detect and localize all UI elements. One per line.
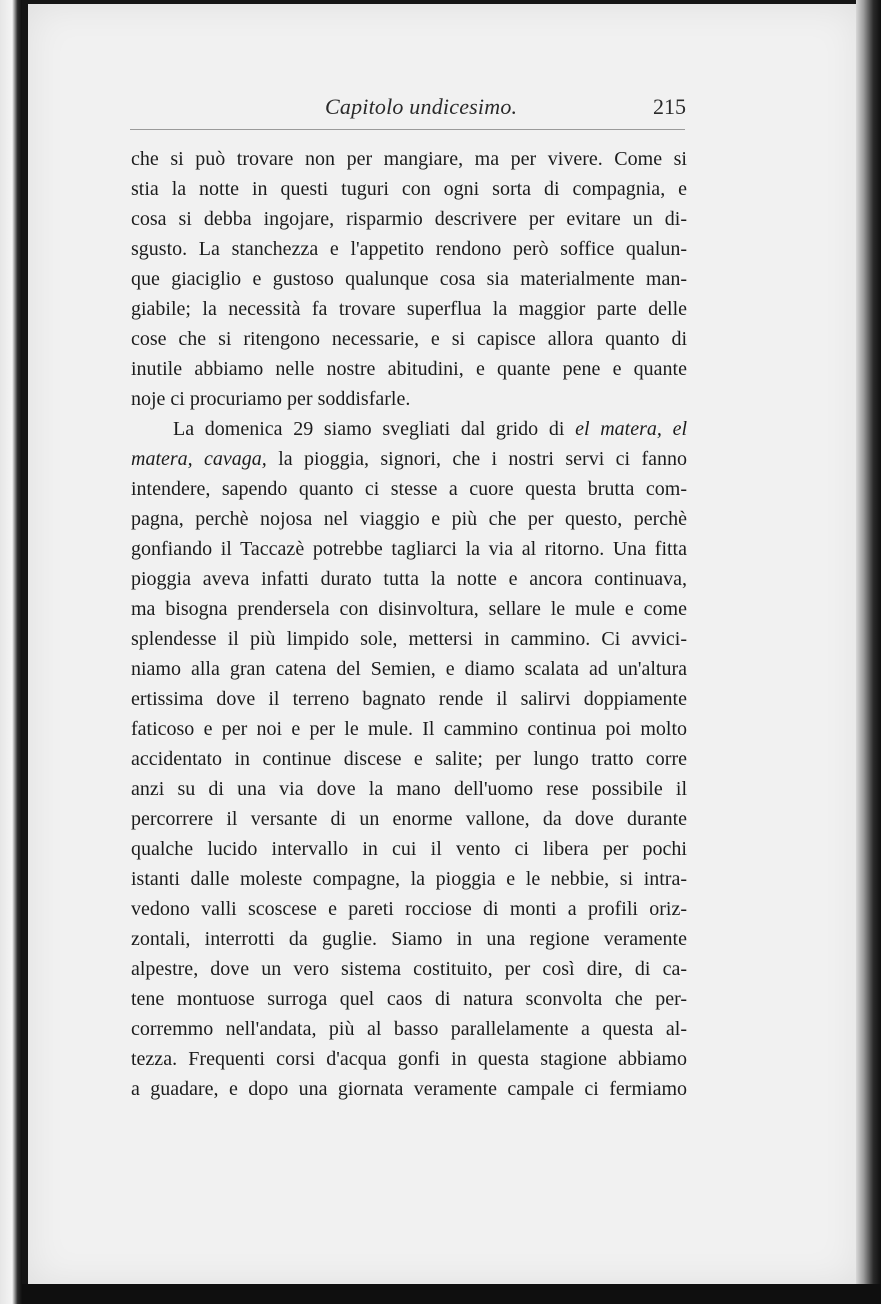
italic-quote: el matera, el — [575, 418, 687, 440]
paragraph-start-line — [131, 414, 687, 444]
running-title: Capitolo undicesimo. — [325, 94, 518, 119]
text-line: splendesse il più limpido sole, mettersi in cammino. Ci avvici- — [131, 628, 687, 650]
text-line: niamo alla gran catena del Semien, e diamo scalata ad un'altura — [131, 658, 687, 680]
text-line: que giaciglio e gustoso qualunque cosa sia materialmente man- — [131, 268, 687, 290]
text-line: anzi su di una via dove la mano dell'uomo rese possibile il — [131, 778, 687, 800]
text-line — [131, 444, 687, 474]
text-line: zontali, interrotti da guglie. Siamo in una regione veramente — [131, 928, 687, 950]
bottom-scan-edge — [22, 1284, 881, 1304]
text-run: la pioggia, signori, che i nostri servi ci fanno — [266, 448, 687, 470]
text-line: stia la notte in questi tuguri con ogni sorta di compagnia, e — [131, 178, 687, 200]
text-line: inutile abbiamo nelle nostre abitudini, e quante pene e quante — [131, 358, 687, 380]
text-line: faticoso e per noi e per le mule. Il cammino continua poi molto — [131, 718, 687, 740]
text-line: gonfiando il Taccazè potrebbe tagliarci la via al ritorno. Una fitta — [131, 538, 687, 560]
text-line: tene montuose surroga quel caos di natura sconvolta che per- — [131, 988, 687, 1010]
text-line: istanti dalle moleste compagne, la pioggia e le nebbie, si intra- — [131, 868, 687, 890]
body-text — [131, 144, 687, 1104]
text-line: cosa si debba ingojare, risparmio descrivere per evitare un di- — [131, 208, 687, 230]
right-page-edge — [856, 0, 881, 1304]
header-rule — [130, 129, 685, 130]
page-header — [100, 88, 696, 124]
text-line: cose che si ritengono necessarie, e si capisce allora quanto di — [131, 328, 687, 350]
text-line: ertissima dove il terreno bagnato rende il salirvi doppiamente — [131, 688, 687, 710]
page-number: 215 — [653, 94, 686, 119]
text-line: pagna, perchè nojosa nel viaggio e più che per questo, perchè — [131, 508, 687, 530]
left-page-edge — [0, 0, 22, 1304]
text-line: ma bisogna prendersela con disinvoltura, sellare le mule e come — [131, 598, 687, 620]
text-line: giabile; la necessità fa trovare superflua la maggior parte delle — [131, 298, 687, 320]
text-line: tezza. Frequenti corsi d'acqua gonfi in questa stagione abbiamo — [131, 1048, 687, 1070]
text-line: pioggia aveva infatti durato tutta la notte e ancora continuava, — [131, 568, 687, 590]
text-line: intendere, sapendo quanto ci stesse a cuore questa brutta com- — [131, 478, 687, 500]
text-line: sgusto. La stanchezza e l'appetito rendono però soffice qualun- — [131, 238, 687, 260]
text-line: qualche lucido intervallo in cui il vento ci libera per pochi — [131, 838, 687, 860]
text-line: che si può trovare non per mangiare, ma per vivere. Come si — [131, 148, 687, 170]
text-line: accidentato in continue discese e salite; per lungo tratto corre — [131, 748, 687, 770]
text-run: La domenica 29 siamo svegliati dal grido di — [173, 418, 576, 440]
text-line: alpestre, dove un vero sistema costituito, per così dire, di ca- — [131, 958, 687, 980]
paragraph-end-line: noje ci procuriamo per soddisfarle. — [131, 388, 411, 410]
text-line: percorrere il versante di un enorme vallone, da dove durante — [131, 808, 687, 830]
text-line: corremmo nell'andata, più al basso parallelamente a questa al- — [131, 1018, 687, 1040]
text-line: vedono valli scoscese e pareti rocciose di monti a profili oriz- — [131, 898, 687, 920]
italic-quote: matera, cavaga, — [131, 448, 267, 470]
text-line: a guadare, e dopo una giornata veramente campale ci fermiamo — [131, 1078, 687, 1100]
